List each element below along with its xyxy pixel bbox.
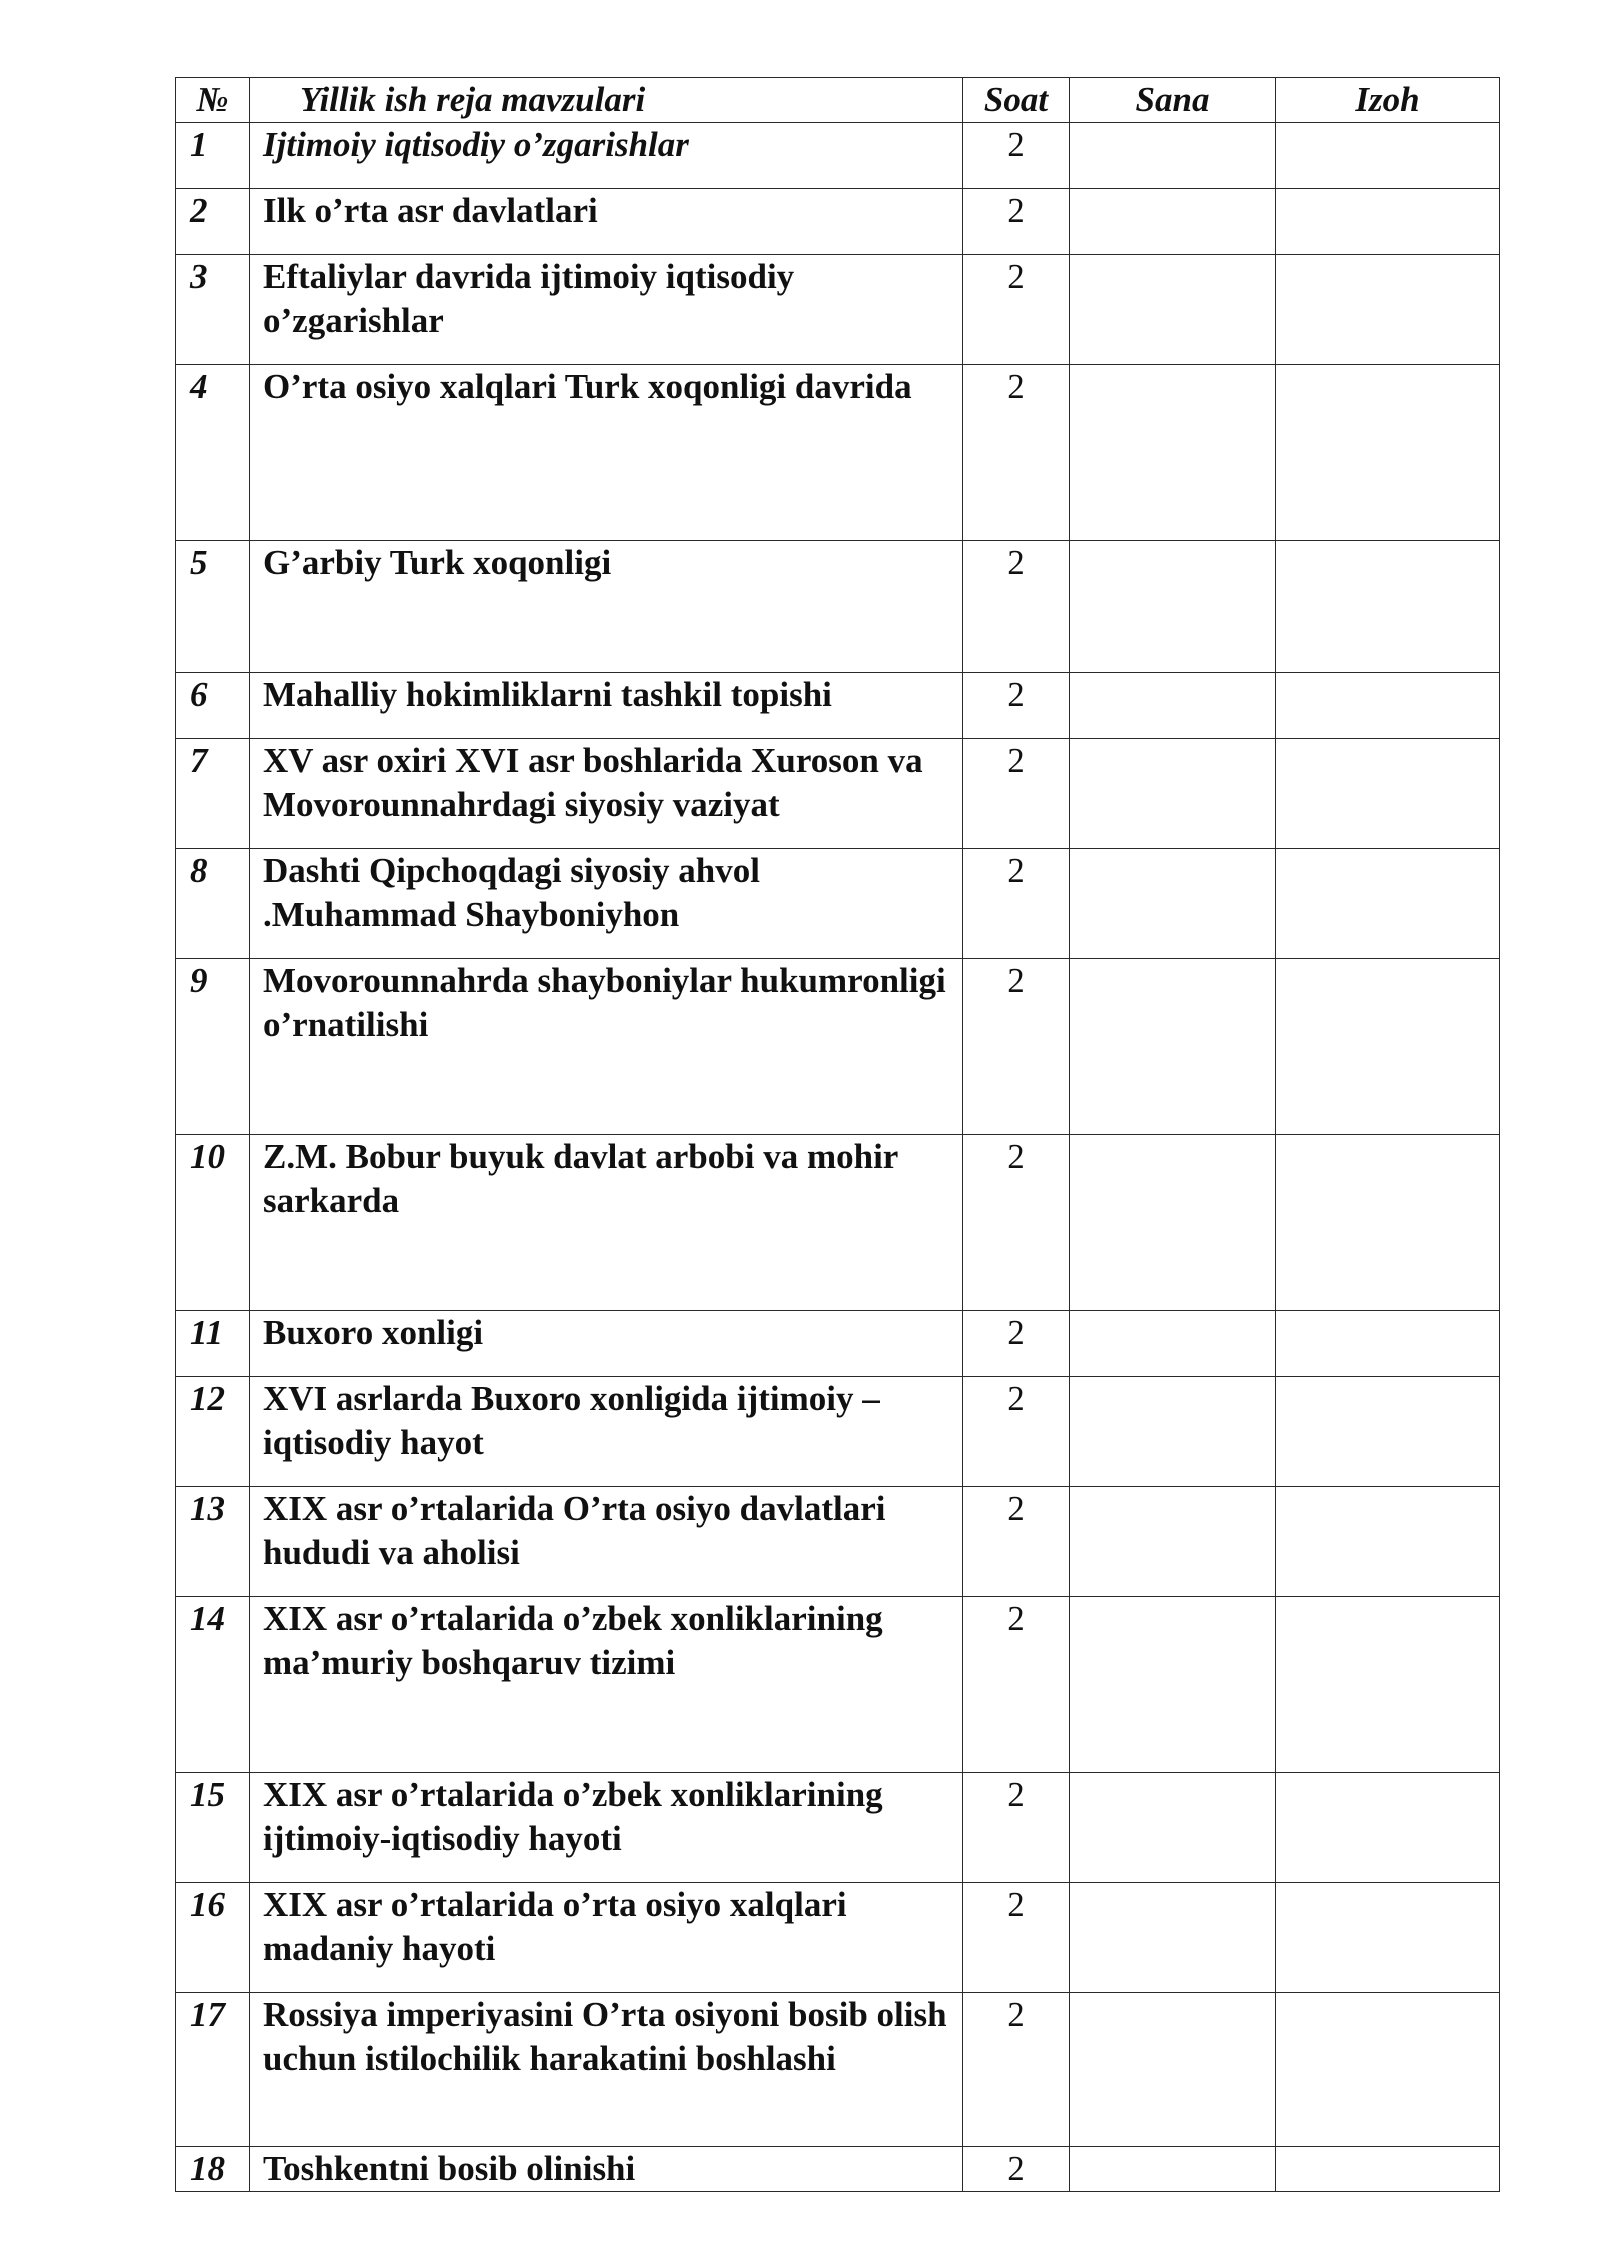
row-note	[1276, 673, 1500, 739]
row-topic: Buxoro xonligi	[250, 1311, 963, 1377]
row-hours: 2	[963, 1993, 1070, 2147]
row-number: 17	[176, 1993, 250, 2147]
row-number: 16	[176, 1883, 250, 1993]
row-number: 9	[176, 959, 250, 1135]
table-row	[176, 1993, 1500, 2147]
row-topic: XVI asrlarda Buxoro xonligida ijtimoiy – iqtisodiy hayot	[250, 1377, 963, 1487]
row-date	[1070, 1487, 1276, 1597]
row-topic: Eftaliylar davrida ijtimoiy iqtisodiy o’zgarishlar	[250, 255, 963, 365]
table-row	[176, 123, 1500, 189]
table-row	[176, 2147, 1500, 2192]
row-hours: 2	[963, 255, 1070, 365]
row-hours: 2	[963, 739, 1070, 849]
row-topic: XIX asr o’rtalarida O’rta osiyo davlatlari hududi va aholisi	[250, 1487, 963, 1597]
table-row	[176, 365, 1500, 541]
table-row	[176, 1597, 1500, 1773]
table-row	[176, 255, 1500, 365]
row-topic: Mahalliy hokimliklarni tashkil topishi	[250, 673, 963, 739]
row-hours: 2	[963, 1135, 1070, 1311]
table-row	[176, 1377, 1500, 1487]
table-row	[176, 673, 1500, 739]
row-note	[1276, 2147, 1500, 2192]
row-note	[1276, 1377, 1500, 1487]
header-row	[176, 78, 1500, 123]
row-number: 4	[176, 365, 250, 541]
table-row	[176, 1311, 1500, 1377]
row-hours: 2	[963, 541, 1070, 673]
row-note	[1276, 959, 1500, 1135]
row-number: 13	[176, 1487, 250, 1597]
header-topic: Yillik ish reja mavzulari	[250, 78, 963, 123]
row-hours: 2	[963, 1311, 1070, 1377]
row-topic: Z.M. Bobur buyuk davlat arbobi va mohir sarkarda	[250, 1135, 963, 1311]
table-row	[176, 541, 1500, 673]
row-number: 6	[176, 673, 250, 739]
row-date	[1070, 959, 1276, 1135]
row-date	[1070, 189, 1276, 255]
row-topic: Ilk o’rta asr davlatlari	[250, 189, 963, 255]
row-date	[1070, 2147, 1276, 2192]
table-row	[176, 189, 1500, 255]
row-topic: XIX asr o’rtalarida o’zbek xonliklarining ijtimoiy-iqtisodiy hayoti	[250, 1773, 963, 1883]
row-number: 8	[176, 849, 250, 959]
row-note	[1276, 1597, 1500, 1773]
row-note	[1276, 255, 1500, 365]
table-row	[176, 1883, 1500, 1993]
row-number: 14	[176, 1597, 250, 1773]
row-hours: 2	[963, 189, 1070, 255]
row-topic: Movorounnahrda shayboniylar hukumronligi o’rnatilishi	[250, 959, 963, 1135]
row-number: 2	[176, 189, 250, 255]
row-hours: 2	[963, 673, 1070, 739]
annual-plan-table	[175, 77, 1500, 2192]
row-number: 18	[176, 2147, 250, 2192]
row-topic: Toshkentni bosib olinishi	[250, 2147, 963, 2192]
row-topic: G’arbiy Turk xoqonligi	[250, 541, 963, 673]
row-topic: XV asr oxiri XVI asr boshlarida Xuroson va Movorounnahrdagi siyosiy vaziyat	[250, 739, 963, 849]
row-date	[1070, 849, 1276, 959]
row-date	[1070, 255, 1276, 365]
header-note: Izoh	[1276, 78, 1500, 123]
row-note	[1276, 1883, 1500, 1993]
row-number: 11	[176, 1311, 250, 1377]
row-date	[1070, 1993, 1276, 2147]
row-hours: 2	[963, 849, 1070, 959]
table-row	[176, 739, 1500, 849]
row-number: 15	[176, 1773, 250, 1883]
row-number: 12	[176, 1377, 250, 1487]
row-hours: 2	[963, 1883, 1070, 1993]
table-row	[176, 1135, 1500, 1311]
row-date	[1070, 673, 1276, 739]
row-note	[1276, 123, 1500, 189]
row-hours: 2	[963, 1597, 1070, 1773]
row-hours: 2	[963, 1377, 1070, 1487]
row-date	[1070, 1883, 1276, 1993]
row-number: 10	[176, 1135, 250, 1311]
row-note	[1276, 365, 1500, 541]
row-note	[1276, 541, 1500, 673]
row-date	[1070, 1773, 1276, 1883]
row-date	[1070, 1311, 1276, 1377]
row-number: 7	[176, 739, 250, 849]
row-topic: Ijtimoiy iqtisodiy o’zgarishlar	[250, 123, 963, 189]
row-hours: 2	[963, 123, 1070, 189]
row-note	[1276, 189, 1500, 255]
row-topic: O’rta osiyo xalqlari Turk xoqonligi davrida	[250, 365, 963, 541]
row-note	[1276, 1773, 1500, 1883]
header-hours: Soat	[963, 78, 1070, 123]
row-topic: XIX asr o’rtalarida o’rta osiyo xalqlari madaniy hayoti	[250, 1883, 963, 1993]
row-date	[1070, 123, 1276, 189]
row-number: 1	[176, 123, 250, 189]
row-date	[1070, 739, 1276, 849]
row-topic: Rossiya imperiyasini O’rta osiyoni bosib olish uchun istilochilik harakatini boshlashi	[250, 1993, 963, 2147]
header-date: Sana	[1070, 78, 1276, 123]
table-row	[176, 849, 1500, 959]
row-date	[1070, 1597, 1276, 1773]
row-hours: 2	[963, 1773, 1070, 1883]
table-row	[176, 1487, 1500, 1597]
row-hours: 2	[963, 365, 1070, 541]
row-note	[1276, 1135, 1500, 1311]
row-date	[1070, 365, 1276, 541]
row-hours: 2	[963, 2147, 1070, 2192]
row-note	[1276, 739, 1500, 849]
row-date	[1070, 541, 1276, 673]
row-number: 3	[176, 255, 250, 365]
header-number: №	[176, 78, 250, 123]
table-row	[176, 1773, 1500, 1883]
row-topic: Dashti Qipchoqdagi siyosiy ahvol .Muhammad Shayboniyhon	[250, 849, 963, 959]
row-date	[1070, 1135, 1276, 1311]
row-note	[1276, 1993, 1500, 2147]
row-number: 5	[176, 541, 250, 673]
table-row	[176, 959, 1500, 1135]
row-topic: XIX asr o’rtalarida o’zbek xonliklarining ma’muriy boshqaruv tizimi	[250, 1597, 963, 1773]
row-note	[1276, 1487, 1500, 1597]
row-date	[1070, 1377, 1276, 1487]
row-note	[1276, 849, 1500, 959]
row-hours: 2	[963, 1487, 1070, 1597]
row-hours: 2	[963, 959, 1070, 1135]
row-note	[1276, 1311, 1500, 1377]
